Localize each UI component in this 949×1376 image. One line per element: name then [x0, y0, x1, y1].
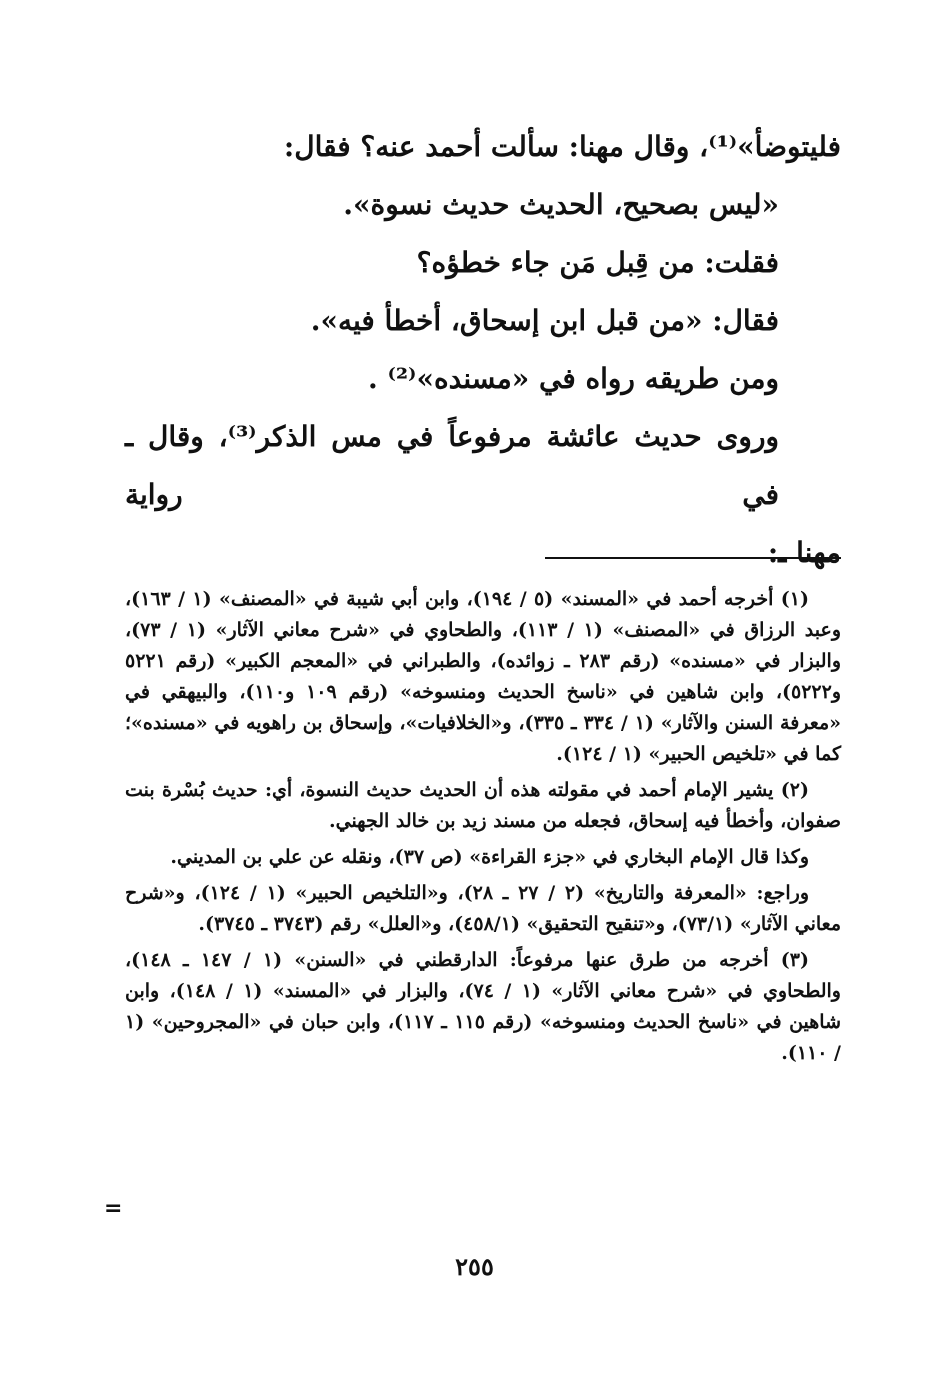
footnote-separator — [545, 557, 841, 559]
main-text-line: فقال: «من قبل ابن إسحاق، أخطأ فيه». — [310, 304, 779, 337]
footnote-3: (٣) أخرجه من طرق عنها مرفوعاً: الدارقطني في «السنن» (١ / ١٤٧ ـ ١٤٨)، والطحاوي في «شرح معاني الآثار» (١ / ٧٤)، والبزار في «المسند» (١ / ١٤٨)، وابن شاهين في «ناسخ الحديث ومنسوخه» (رقم ١١٥ ـ ١١٧)، وابن حبان في «المجروحين» (١ / ١١٠). — [125, 949, 841, 1064]
main-text-line: «ليس بصحيح، الحديث حديث نسوة». — [343, 188, 779, 221]
footnote-2: (٢) يشير الإمام أحمد في مقولته هذه أن الحديث حديث النسوة، أي: حديث بُسْرة بنت صفوان، وأخطأ فيه إسحاق، فجعله من مسند زيد بن خالد الجهني. — [125, 779, 841, 832]
main-text-line: وروى حديث عائشة مرفوعاً في مس الذكر⁽³⁾، وقال ـ في رواية — [125, 420, 779, 511]
footnote-2-continuation: وكذا قال الإمام البخاري في «جزء القراءة» (ص ٣٧)، ونقله عن علي بن المديني. — [170, 846, 809, 868]
page-number: ٢٥٥ — [455, 1252, 494, 1281]
continuation-mark: = — [104, 1196, 123, 1221]
main-text-line: ومن طريقه رواه في «مسنده»⁽²⁾ . — [368, 362, 779, 395]
footnotes-block — [125, 584, 841, 1074]
main-text-line: مهنا ـ: — [767, 536, 841, 569]
main-text-line: فقلت: من قِبل مَن جاء خطؤه؟ — [416, 246, 779, 279]
main-text-line: فليتوضأ»⁽¹⁾، وقال مهنا: سألت أحمد عنه؟ فقال: — [283, 130, 841, 163]
main-text-block — [125, 118, 841, 582]
footnote-1: (١) أخرجه أحمد في «المسند» (٥ / ١٩٤)، وابن أبي شيبة في «المصنف» (١ / ١٦٣)، وعبد الرزاق في «المصنف» (١ / ١١٣)، والطحاوي في «شرح معاني الآثار» (١ / ٧٣)، والبزار في «مسنده» (رقم ٢٨٣ ـ زوائده)، والطبراني في «المعجم الكبير» (رقم ٥٢٢١ و٥٢٢٢)، وابن شاهين في «ناسخ الحديث ومنسوخه» (رقم ١٠٩ و١١٠)، والبيهقي في «معرفة السنن والآثار» (١ / ٣٣٤ ـ ٣٣٥)، و«الخلافيات»، وإسحاق بن راهويه في «مسنده»؛ كما في «تلخيص الحبير» (١ / ١٢٤). — [125, 588, 842, 765]
footnote-2-references: وراجع: «المعرفة والتاريخ» (٢ / ٢٧ ـ ٢٨)، و«التلخيص الحبير» (١ / ١٢٤)، و«شرح معاني الآثار» (٧٣/١)، و«تنقيح التحقيق» (٤٥٨/١)، و«العلل» رقم (٣٧٤٣ ـ ٣٧٤٥). — [125, 882, 841, 935]
